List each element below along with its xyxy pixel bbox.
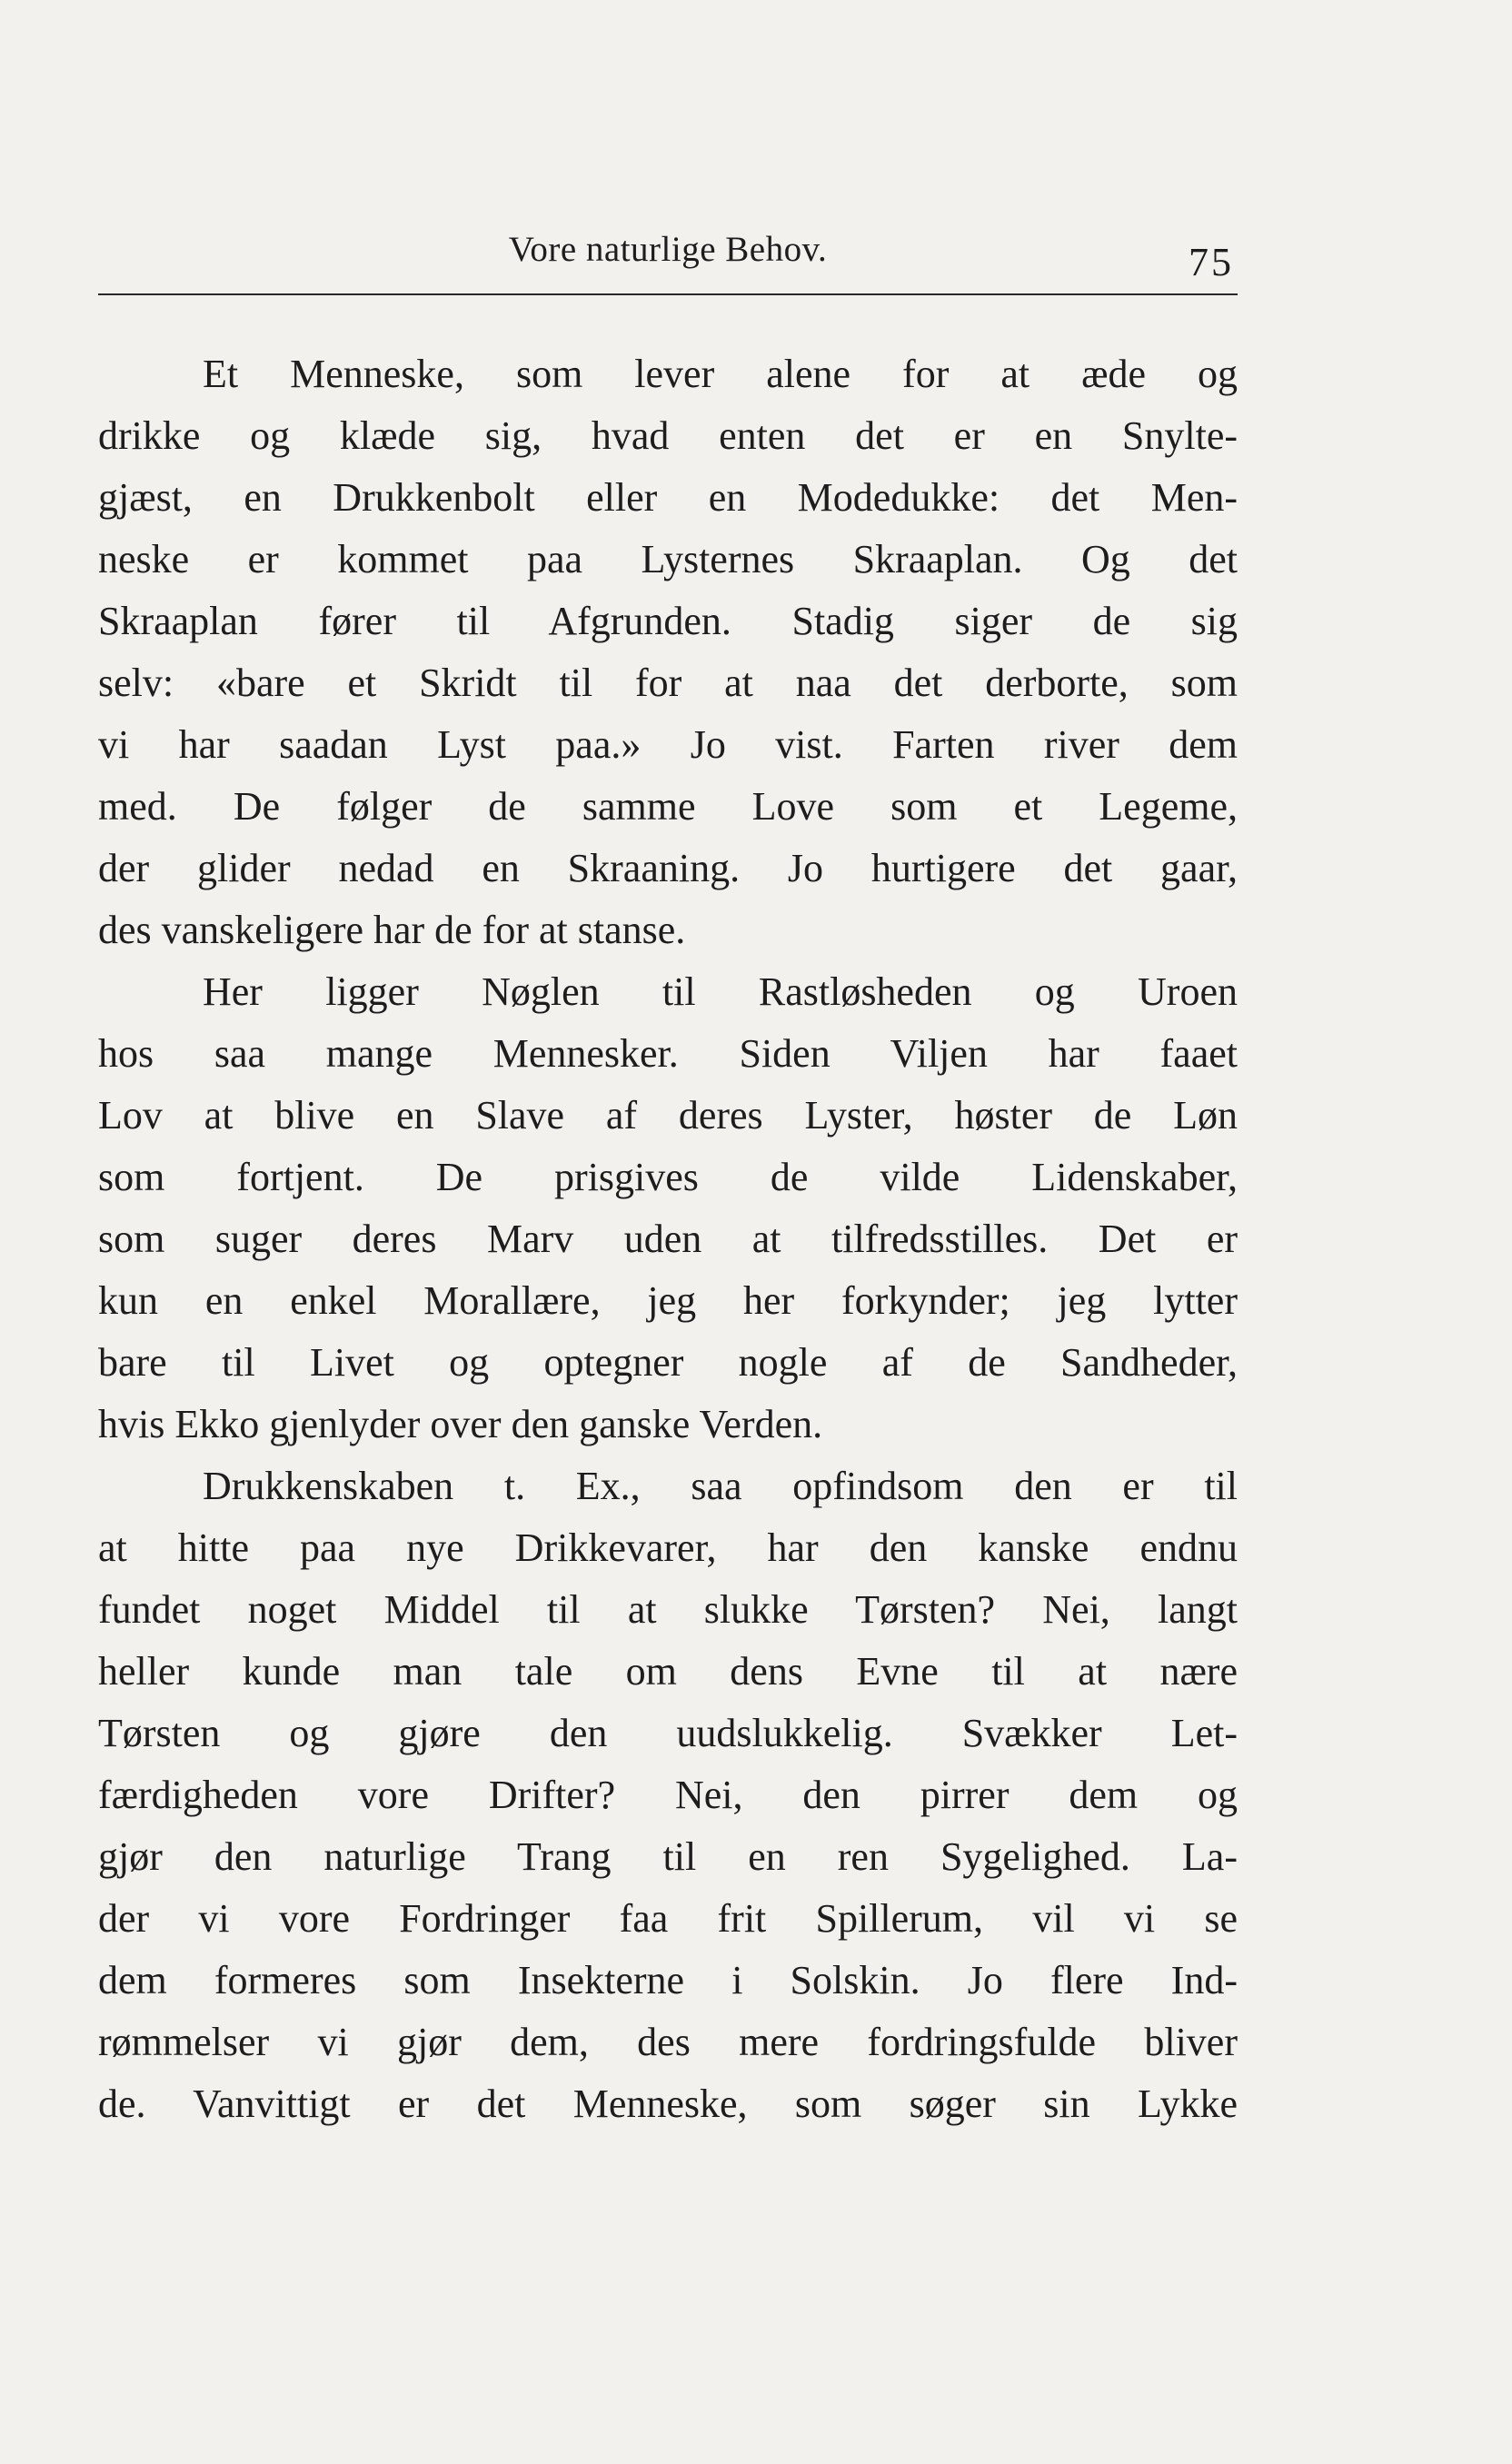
text-line: vi har saadan Lyst paa.» Jo vist. Farten river dem — [98, 722, 1238, 767]
text-line: bare til Livet og optegner nogle af de Sandheder, — [98, 1340, 1238, 1385]
running-title: Vore naturlige Behov. — [508, 230, 828, 269]
text-line: Drukkenskaben t. Ex., saa opfindsom den er til — [203, 1464, 1238, 1508]
text-line: rømmelser vi gjør dem, des mere fordringsfulde bliver — [98, 2020, 1238, 2064]
text-line: dem formeres som Insekterne i Solskin. Jo flere Ind- — [98, 1958, 1238, 2002]
text-line: selv: «bare et Skridt til for at naa det derborte, som — [98, 661, 1238, 705]
text-line: der glider nedad en Skraaning. Jo hurtigere det gaar, — [98, 846, 1238, 890]
text-line: med. De følger de samme Love som et Legeme, — [98, 784, 1238, 829]
text-line: neske er kommet paa Lysternes Skraaplan. Og det — [98, 537, 1238, 581]
running-head — [98, 227, 1238, 293]
text-line: gjæst, en Drukkenbolt eller en Modedukke: det Men- — [98, 475, 1238, 520]
text-line: Lov at blive en Slave af deres Lyster, høster de Løn — [98, 1093, 1238, 1138]
text-line: heller kunde man tale om dens Evne til at nære — [98, 1649, 1238, 1694]
body-text — [98, 343, 1238, 2135]
page-number: 75 — [1189, 240, 1234, 284]
text-line: som fortjent. De prisgives de vilde Lidenskaber, — [98, 1155, 1238, 1199]
text-line: drikke og klæde sig, hvad enten det er en Snylte- — [98, 413, 1238, 458]
text-line: Tørsten og gjøre den uudslukkelig. Svækker Let- — [98, 1711, 1238, 1755]
text-line: Skraaplan fører til Afgrunden. Stadig siger de sig — [98, 599, 1238, 643]
text-line: fundet noget Middel til at slukke Tørsten? Nei, langt — [98, 1587, 1238, 1632]
text-line: hos saa mange Mennesker. Siden Viljen har faaet — [98, 1031, 1238, 1076]
text-line: Et Menneske, som lever alene for at æde og — [203, 352, 1238, 396]
text-line: der vi vore Fordringer faa frit Spillerum, vil vi se — [98, 1896, 1238, 1941]
text-line: at hitte paa nye Drikkevarer, har den kanske endnu — [98, 1525, 1238, 1570]
text-line: gjør den naturlige Trang til en ren Sygelighed. La- — [98, 1834, 1238, 1879]
text-line: som suger deres Marv uden at tilfredsstilles. Det er — [98, 1217, 1238, 1261]
paragraph-end-line: hvis Ekko gjenlyder over den ganske Verden. — [98, 1402, 823, 1446]
paragraph-end-line: des vanskeligere har de for at stanse. — [98, 908, 686, 952]
text-line: færdigheden vore Drifter? Nei, den pirrer dem og — [98, 1773, 1238, 1817]
header-rule — [98, 293, 1238, 295]
text-line: de. Vanvittigt er det Menneske, som søger sin Lykke — [98, 2081, 1238, 2126]
text-line: kun en enkel Morallære, jeg her forkynder; jeg lytter — [98, 1278, 1238, 1323]
text-line: Her ligger Nøglen til Rastløsheden og Uroen — [203, 969, 1238, 1014]
